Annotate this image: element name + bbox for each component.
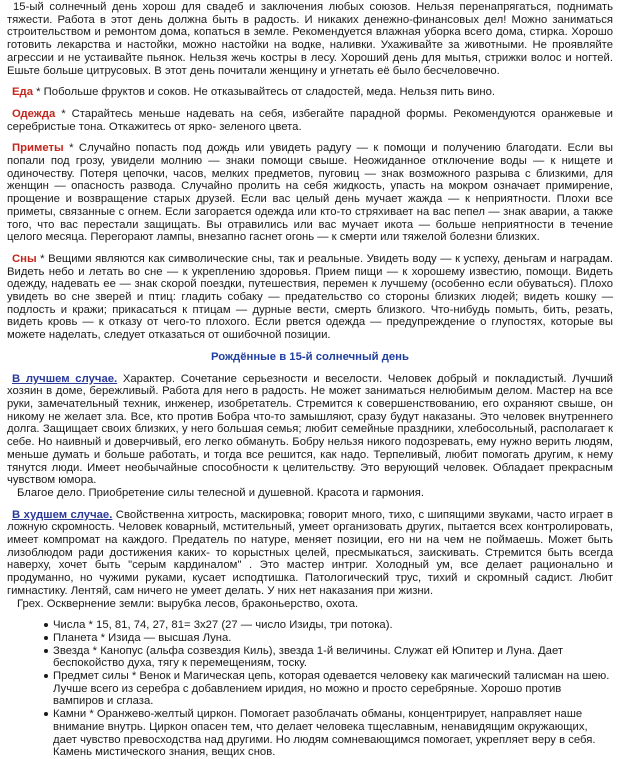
fact-star: Звезда * Канопус (альфа созвездия Киль), звезда 1-й величины. Служат ей Юпитер и Луна. Дает беспокойство духа, тягу к перемещениям, тоску. [53,644,564,670]
omens-label: Приметы [12,142,64,155]
food-label: Еда [12,86,33,99]
fact-numbers: Числа * 15, 81, 74, 27, 81= 3х27 (27 — число Изиды, три потока). [53,619,393,632]
dreams-paragraph [7,253,613,342]
worst-case-sub: Грех. Осквернение земли: вырубка лесов, браконьерство, охота. [17,597,359,610]
facts-list [7,619,613,759]
omens-text: * Случайно попасть под дождь или увидеть радугу — к помощи и получению благодати. Если вы попали под грозу, увидели молнию — знаки помощи свыше. Неожиданное отключение воды — к нищете и одиночеству. Потеря цепочки, часов, мелких предметов, пуговиц — знак возможного разрыва с близкими, для женщин — опасность развода. Случайно пролить на себя жидкость, упасть на мокром означает примирение, прощение и возвращение старых друзей. Если вас целый день мучает жажда — к неприятности. Плохи все приметы, связанные с огнем. Если загорается одежда или кто-то стряхивает на вас пепел — знак аварии, а также того, что вас перестали защищать. Вы отравились или вас мучает икота — больше неприятности в течение целого месяца. Перегорают лампы, внезапно гаснет огонь — к смерти или тяжелой болезни близких. [7,142,613,244]
born-section-title: Рождённые в 15-й солнечный день [211,350,409,363]
best-case-text: Характер. Сочетание серьезности и веселости. Человек добрый и покладистый. Лучший хозяин в доме, бережливый. Работа для него в радость. Не может заниматься нелюбимым делом. Мастер на все руки, замечательный техник, инженер, изобретатель. Стремится к совершенствованию, его охраняют свыше, он никому не желает зла. Все, кто против Бобра что-то замышляют, сразу будут наказаны. Это человек внутреннего долга. Защищает своих близких, у него большая семья; любит семейные праздники, хлебосольный, располагает к себе. Но наивный и доверчивый, его легко обмануть. Бобру нельзя никого подозревать, ему нужно верить людям, меньше думать и больше работать, и тогда все решится, как надо. Терпеливый, любит помогать другим, к нему тянутся люди. Имеет необычайные способности к целительству. Это верующий человек. Обладает прекрасным чувством юмора. [7,372,613,487]
bullet-icon [44,623,48,627]
bullet-icon [44,712,48,716]
clothes-text: * Старайтесь меньше надевать на себя, избегайте парадной формы. Рекомендуются оранжевые и серебристые тона. Откажитесь от ярко- зеленого цвета. [7,107,613,133]
list-item [53,670,613,708]
worst-case-label: В худшем случае. [12,508,113,521]
list-item [53,619,613,632]
best-case-label: В лучшем случае. [12,372,118,385]
worst-case-text: Свойственна хитрость, маскировка; говорит много, тихо, с шипящими звуками, часто играет в ложную скромность. Человек коварный, мстительный, умеет организовать других, пытается всех контролировать, имеет компромат на каждого. Предатель по натуре, меняет позиции, его ни на чем не поймаешь. Может быть лизоблюдом ради достижения каких- то корыстных целей, пресмыкаться, заискивать. Стремится быть всегда наверху, хочет быть "серым кардиналом" . Это мастер интриг. Холодный ум, все делает рационально и продуманно, но чужими руками, кусает исподтишка. Патологический трус, тихий и скромный садист. Любит гимнастику. Лентяй, сам ничего не умеет делать. У них нет наказания при жизни. [7,508,613,597]
best-case-paragraph [7,373,613,487]
dreams-text: * Вещими являются как символические сны, так и реальные. Увидеть воду — к успеху, деньгам и наградам. Видеть небо и летать во сне — к укреплению здоровья. Прием пищи — к хорошему известию, помощи. Видеть одежду, надевать ее — знак скорой поездки, путешествия, перемен к лучшему (особенно если обуваться). Плохо увидеть во сне зверей и птиц: гладить собаку — предательство со стороны близких людей; видеть кошку — подлость и кражи; прикасаться к птицам — дурные вести, смерть близкого. Что-нибудь помыть, бить, резать, видеть кровь — к отказу от чего-то плохого. Если рвется одежда — предупреждение о глупостях, которые вы можете наделать, следует отказаться от ошибочной позиции. [7,252,613,342]
worst-case-paragraph [7,509,613,598]
bullet-icon [44,649,48,653]
fact-stones: Камни * Оранжево-желтый циркон. Помогает разоблачать обманы, концентрирует, направляет наше внимание внутрь. Циркон опасен тем, что делает человека тщеславным, ненавидящим окружающих, дает чувство превосходства над другими. Но людям сомневающимся помогает, укрепляет веру в себя. Камень мистического знания, вещих снов. [53,708,596,759]
clothes-label: Одежда [12,107,56,120]
dreams-label: Сны [12,252,37,265]
bullet-icon [44,674,48,678]
best-case-sub: Благое дело. Приобретение силы телесной и душевной. Красота и гармония. [17,486,425,499]
list-item [53,645,613,670]
article [7,0,613,759]
food-text: * Побольше фруктов и соков. Не отказывайтесь от сладостей, меда. Нельзя пить вино. [33,86,496,99]
fact-power-object: Предмет силы * Венок и Магическая цепь, которая одевается человеку как магический талисман на шею. Лучше всего из серебра с добавлением иридия, но можно и просто серебряные. Хорошо против вампиров и сглаза. [53,670,610,708]
list-item [53,632,613,645]
omens-paragraph [7,142,613,244]
clothes-paragraph [7,108,613,133]
list-item [53,708,613,759]
food-paragraph [7,86,613,99]
fact-planet: Планета * Изида — высшая Луна. [53,631,232,644]
bullet-icon [44,636,48,640]
intro-paragraph: 15-ый солнечный день хорош для свадеб и заключения любых союзов. Нельзя перенапрягаться, поднимать тяжести. Работа в этот день должна быть в радость. И никаких денежно-финансовых дел! Можно заниматься строительством и ремонтом дома, копаться в земле. Рекомендуется влажная уборка всего дома, стирка. Хорошо готовить лекарства и настойки, можно настойки на водке, наливки. Ухаживайте за животными. Не проявляйте агрессии и не устаивайте пьянок. Нельзя жечь костры в лесу. Хороший день для мытья, стрижки волос и ногтей. Ешьте больше цитрусовых. В этот день почитали женщину и угнетать её было бесчеловечно. [7,1,613,77]
